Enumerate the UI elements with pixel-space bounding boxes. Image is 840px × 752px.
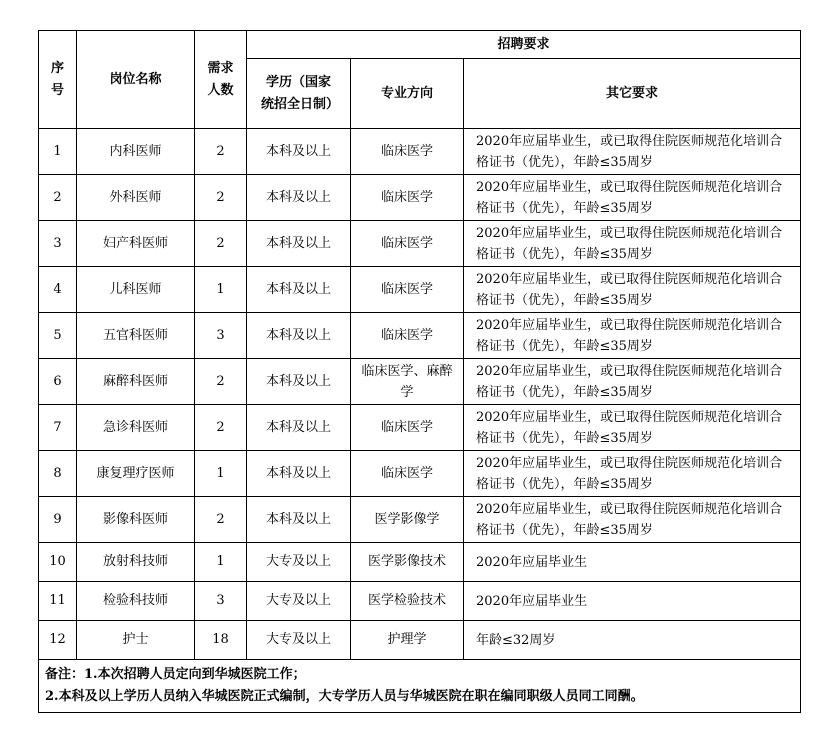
cell-seq: 11 bbox=[39, 582, 77, 621]
cell-major: 临床医学 bbox=[351, 451, 464, 497]
cell-other: 2020年应届毕业生 bbox=[464, 543, 801, 582]
cell-major: 护理学 bbox=[351, 621, 464, 660]
cell-seq: 9 bbox=[39, 497, 77, 543]
cell-position: 妇产科医师 bbox=[77, 221, 195, 267]
cell-count: 2 bbox=[195, 175, 247, 221]
table-row bbox=[39, 543, 801, 582]
cell-position: 检验科技师 bbox=[77, 582, 195, 621]
cell-education: 大专及以上 bbox=[247, 582, 351, 621]
table-row bbox=[39, 221, 801, 267]
cell-position: 影像科医师 bbox=[77, 497, 195, 543]
cell-count: 3 bbox=[195, 582, 247, 621]
cell-education: 大专及以上 bbox=[247, 621, 351, 660]
cell-seq: 12 bbox=[39, 621, 77, 660]
cell-count: 2 bbox=[195, 359, 247, 405]
table-row bbox=[39, 405, 801, 451]
table-row bbox=[39, 582, 801, 621]
cell-education: 本科及以上 bbox=[247, 175, 351, 221]
cell-seq: 7 bbox=[39, 405, 77, 451]
cell-other: 2020年应届毕业生 bbox=[464, 582, 801, 621]
cell-other: 年龄≤32周岁 bbox=[464, 621, 801, 660]
table-row bbox=[39, 497, 801, 543]
cell-education: 本科及以上 bbox=[247, 267, 351, 313]
cell-count: 2 bbox=[195, 129, 247, 175]
cell-education: 大专及以上 bbox=[247, 543, 351, 582]
cell-position: 康复理疗医师 bbox=[77, 451, 195, 497]
recruitment-table bbox=[38, 30, 801, 713]
header-major: 专业方向 bbox=[351, 59, 464, 129]
cell-major: 医学影像学 bbox=[351, 497, 464, 543]
cell-seq: 1 bbox=[39, 129, 77, 175]
cell-count: 2 bbox=[195, 497, 247, 543]
cell-major: 医学检验技术 bbox=[351, 582, 464, 621]
table-row bbox=[39, 175, 801, 221]
cell-seq: 5 bbox=[39, 313, 77, 359]
cell-seq: 3 bbox=[39, 221, 77, 267]
table-row bbox=[39, 129, 801, 175]
table-row bbox=[39, 359, 801, 405]
header-seq: 序号 bbox=[39, 31, 77, 129]
cell-major: 临床医学 bbox=[351, 175, 464, 221]
cell-education: 本科及以上 bbox=[247, 221, 351, 267]
cell-count: 3 bbox=[195, 313, 247, 359]
cell-other: 2020年应届毕业生，或已取得住院医师规范化培训合格证书（优先），年龄≤35周岁 bbox=[464, 405, 801, 451]
cell-major: 临床医学、麻醉学 bbox=[351, 359, 464, 405]
cell-position: 放射科技师 bbox=[77, 543, 195, 582]
header-position: 岗位名称 bbox=[77, 31, 195, 129]
cell-other: 2020年应届毕业生，或已取得住院医师规范化培训合格证书（优先），年龄≤35周岁 bbox=[464, 313, 801, 359]
table-row bbox=[39, 267, 801, 313]
cell-position: 麻醉科医师 bbox=[77, 359, 195, 405]
cell-position: 内科医师 bbox=[77, 129, 195, 175]
cell-position: 五官科医师 bbox=[77, 313, 195, 359]
note-line-1: 备注：1.本次招聘人员定向到华城医院工作； bbox=[45, 667, 306, 682]
table-row bbox=[39, 313, 801, 359]
cell-count: 2 bbox=[195, 405, 247, 451]
cell-major: 临床医学 bbox=[351, 267, 464, 313]
cell-education: 本科及以上 bbox=[247, 129, 351, 175]
cell-major: 临床医学 bbox=[351, 313, 464, 359]
header-education: 学历（国家统招全日制） bbox=[247, 59, 351, 129]
cell-other: 2020年应届毕业生，或已取得住院医师规范化培训合格证书（优先），年龄≤35周岁 bbox=[464, 497, 801, 543]
cell-seq: 6 bbox=[39, 359, 77, 405]
cell-education: 本科及以上 bbox=[247, 451, 351, 497]
cell-count: 1 bbox=[195, 451, 247, 497]
header-requirements: 招聘要求 bbox=[247, 31, 801, 59]
cell-major: 临床医学 bbox=[351, 405, 464, 451]
cell-education: 本科及以上 bbox=[247, 405, 351, 451]
cell-education: 本科及以上 bbox=[247, 359, 351, 405]
cell-seq: 8 bbox=[39, 451, 77, 497]
cell-position: 外科医师 bbox=[77, 175, 195, 221]
cell-seq: 10 bbox=[39, 543, 77, 582]
cell-other: 2020年应届毕业生，或已取得住院医师规范化培训合格证书（优先），年龄≤35周岁 bbox=[464, 221, 801, 267]
cell-other: 2020年应届毕业生，或已取得住院医师规范化培训合格证书（优先），年龄≤35周岁 bbox=[464, 359, 801, 405]
cell-education: 本科及以上 bbox=[247, 497, 351, 543]
table-row bbox=[39, 451, 801, 497]
header-count: 需求人数 bbox=[195, 31, 247, 129]
cell-other: 2020年应届毕业生，或已取得住院医师规范化培训合格证书（优先），年龄≤35周岁 bbox=[464, 175, 801, 221]
cell-position: 急诊科医师 bbox=[77, 405, 195, 451]
cell-other: 2020年应届毕业生，或已取得住院医师规范化培训合格证书（优先），年龄≤35周岁 bbox=[464, 267, 801, 313]
cell-count: 18 bbox=[195, 621, 247, 660]
cell-major: 临床医学 bbox=[351, 129, 464, 175]
cell-position: 护士 bbox=[77, 621, 195, 660]
cell-seq: 4 bbox=[39, 267, 77, 313]
recruitment-table-wrapper bbox=[38, 30, 800, 713]
table-row bbox=[39, 621, 801, 660]
cell-count: 1 bbox=[195, 543, 247, 582]
cell-seq: 2 bbox=[39, 175, 77, 221]
cell-other: 2020年应届毕业生，或已取得住院医师规范化培训合格证书（优先），年龄≤35周岁 bbox=[464, 451, 801, 497]
cell-education: 本科及以上 bbox=[247, 313, 351, 359]
header-other: 其它要求 bbox=[464, 59, 801, 129]
cell-count: 2 bbox=[195, 221, 247, 267]
cell-other: 2020年应届毕业生，或已取得住院医师规范化培训合格证书（优先），年龄≤35周岁 bbox=[464, 129, 801, 175]
cell-count: 1 bbox=[195, 267, 247, 313]
cell-position: 儿科医师 bbox=[77, 267, 195, 313]
note-line-2: 2.本科及以上学历人员纳入华城医院正式编制，大专学历人员与华城医院在职在编同职级人员同工同酬。 bbox=[45, 689, 644, 704]
cell-major: 临床医学 bbox=[351, 221, 464, 267]
cell-major: 医学影像技术 bbox=[351, 543, 464, 582]
notes-cell bbox=[39, 660, 801, 713]
